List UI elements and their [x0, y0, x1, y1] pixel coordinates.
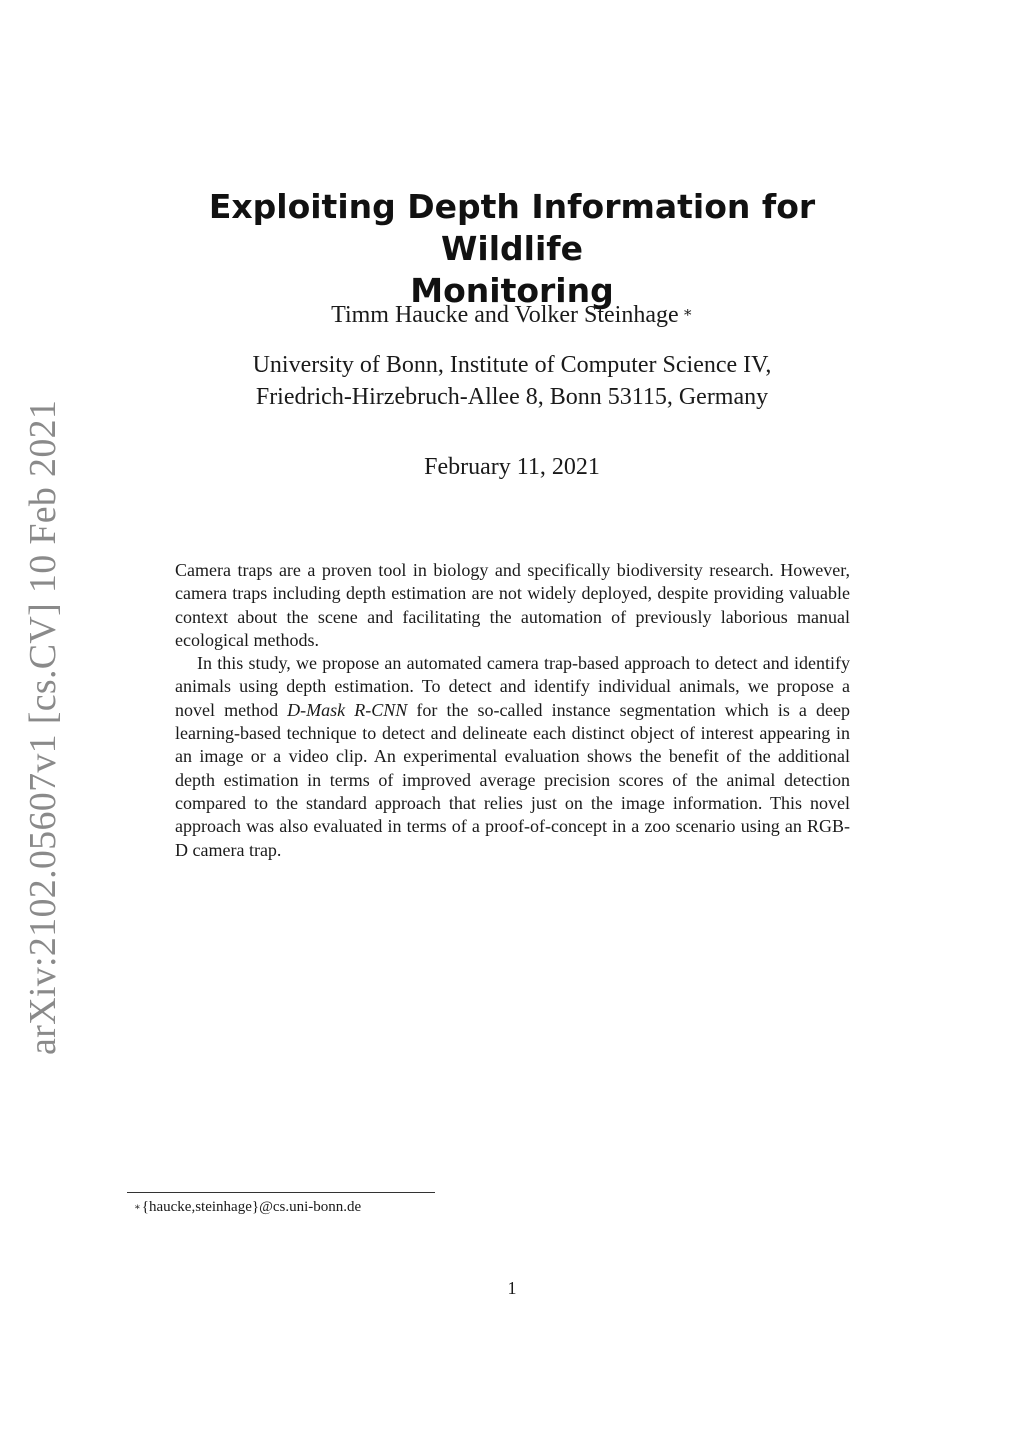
page-number: 1 — [507, 1278, 517, 1298]
abstract-paragraph-2-start: In this study, we propose an automated camera trap-based approach to detect and identify animals using depth estimation. To detect and identify individual animals, we propose a novel method — [175, 653, 850, 720]
footnote-divider — [127, 1192, 435, 1193]
author-footnote-mark: ∗ — [682, 305, 693, 321]
paper-title-line-2: Monitoring — [410, 271, 614, 310]
affiliation-line-2: Friedrich-Hirzebruch-Allee 8, Bonn 53115, Germany — [255, 384, 769, 410]
publication-date: February 11, 2021 — [424, 454, 600, 480]
author-names: Timm Haucke and Volker Steinhage — [331, 302, 679, 328]
footnote — [134, 1197, 361, 1217]
abstract-paragraph-2 — [175, 652, 850, 862]
footnote-email: {haucke,steinhage}@cs.uni-bonn.de — [141, 1199, 362, 1215]
method-name: D-Mask R-CNN — [287, 699, 408, 720]
affiliation — [150, 349, 874, 413]
affiliation-line-1: University of Bonn, Institute of Computer Science IV, — [252, 352, 772, 378]
abstract-paragraph-1: Camera traps are a proven tool in biology and specifically biodiversity research. However, camera traps including depth estimation are not widely deployed, despite providing valuable context about the scene and facilitating the automation of previously laborious manual ecological methods. — [175, 560, 850, 650]
arxiv-identifier-stamp: arXiv:2102.05607v1 [cs.CV] 10 Feb 2021 — [22, 399, 64, 1055]
footnote-mark: ∗ — [134, 1202, 141, 1213]
paper-title — [150, 186, 874, 312]
paper-title-line-1: Exploiting Depth Information for Wildlife — [208, 187, 816, 268]
abstract — [175, 559, 850, 862]
abstract-paragraph-2-end: for the so-called instance segmentation which is a deep learning-based technique to detect and delineate each distinct object of interest appearing in an image or a video clip. An experimental evaluation shows the benefit of the additional depth estimation in terms of improved average precision scores of the animal detection compared to the standard approach that relies just on the image information. This novel approach was also evaluated in terms of a proof-of-concept in a zoo scenario using an RGB-D camera trap. — [175, 699, 850, 860]
author-list — [150, 300, 874, 330]
